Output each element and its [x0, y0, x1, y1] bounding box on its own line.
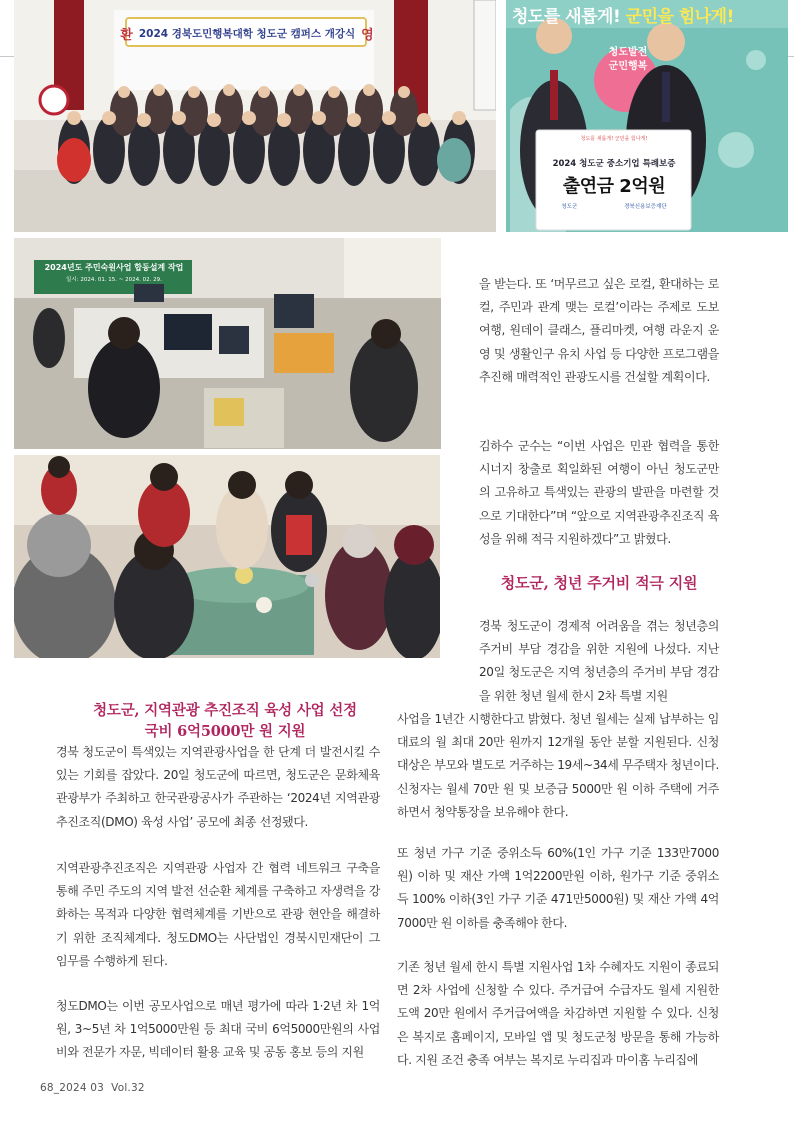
issue-date: _2024 03: [53, 1082, 105, 1094]
right-paragraph: 기존 청년 월세 한시 특별 지원사업 1차 수혜자도 지원이 종료되면 2차 사업에 신청할 수 있다. 주거급여 수급자도 월세 지원한도액 20만 원에서 주거급여액을 차감하면 지원할 수 있다. 신청은 복지로 홈페이지, 모바일 앱 및 청도군청 방문을 통해 가능하다. 지원 조건 충족 여부는 복지로 누리집과 마이홈 누리집에: [397, 960, 719, 1067]
sign-slogan-right: 군민을 힘나게!: [625, 7, 734, 27]
donation-photo: [506, 0, 788, 232]
sign-slogan-left: 청도를 새롭게!: [512, 7, 621, 27]
backdrop-line1: 청도발전: [608, 47, 648, 58]
backdrop-line2: 군민행복: [608, 61, 648, 72]
left-paragraph: 경북 청도군이 특색있는 지역관광사업을 한 단계 더 발전시킬 수 있는 기회를 잡았다. 20일 청도군에 따르면, 청도군은 문화체육관광부가 주최하고 한국관광공사가 주관하는 ‘2024년 지역관광 추진조직(DMO) 육성 사업’ 공모에 최종 선정됐다.: [56, 745, 380, 829]
left-article-heading: [40, 700, 410, 742]
office-banner: 2024년도 주민숙원사업 합동설계 작업: [44, 263, 184, 272]
left-paragraph: 지역관광추진조직은 지역관광 사업자 간 협력 네트워크 구축을 통해 주민 주도의 지역 발전 선순환 체계를 구축하고 자생력을 강화하는 목적과 다양한 협력체계를 기반으로 관광 현안을 해결하기 위한 조직체계다. 청도DMO는 사단법인 경북시민재단이 그 임무를 수행하게 된다.: [56, 861, 380, 968]
ceremony-banner: 2024 경북도민행복대학 청도군 캠퍼스 개강식: [138, 27, 356, 40]
left-heading-line2: 국비 6억5000만 원 지원: [144, 723, 306, 740]
page-footer: [40, 1082, 145, 1094]
header-rule-left: [0, 56, 14, 57]
page-number: 68: [40, 1082, 54, 1094]
right-paragraph: 을 받는다. 또 ‘머무르고 싶은 로컬, 환대하는 로컬, 주민과 관계 맺는 로컬’이라는 주제로 도보여행, 원데이 클래스, 플리마켓, 여행 라운지 운영 및 생활인구 유치 사업 등 다양한 프로그램을 추진해 매력적인 관광도시를 건설할 계획이다.: [479, 277, 719, 384]
board-title: 2024 청도군 중소기업 특례보증: [552, 159, 676, 169]
board-logo-left: 청도군: [561, 204, 578, 210]
banner-right-char: 영: [361, 27, 374, 43]
office-photo: [14, 238, 441, 449]
office-banner-sub: 일시: 2024. 01. 15. ~ 2024. 02. 29.: [66, 277, 162, 283]
volume: Vol.32: [111, 1082, 145, 1094]
ceremony-photo: [14, 0, 496, 232]
right-paragraph: 또 청년 가구 기준 중위소득 60%(1인 가구 기준 133만7000원) 이하 및 재산 가액 1억2200만원 이하, 원가구 기준 중위소득 100% 이하(3인 가구 기준 471만5000원) 및 재산 가액 4억7000만 원 이하를 충족해야 한다.: [397, 846, 719, 930]
right-paragraph: 김하수 군수는 “이번 사업은 민관 협력을 통한 시너지 창출로 획일화된 여행이 아닌 청도군만의 고유하고 특색있는 관광의 발판을 마련할 것으로 기대한다”며 “앞으로 지역관광추진조직 육성을 위해 적극 지원하겠다”고 밝혔다.: [479, 439, 719, 546]
right-narrow-paragraph: 경북 청도군이 경제적 어려움을 겪는 청년층의 주거비 부담 경감을 위한 지원에 나섰다. 지난 20일 청도군은 지역 청년층의 주거비 부담 경감을 위한 청년 월세 한시 2차 특별 지원: [479, 619, 719, 703]
board-logo-right: 경북신용보증재단: [624, 204, 667, 210]
right-paragraph: 사업을 1년간 시행한다고 밝혔다. 청년 월세는 실제 납부하는 임대료의 월 최대 20만 원까지 12개월 동안 분할 지원된다. 신청 대상은 부모와 별도로 거주하는 19세~34세 무주택자 청년이다. 신청자는 월세 70만 원 및 보증금 5000만 원 이하 주택에 거주하면서 청약통장을 보유해야 한다.: [397, 712, 719, 819]
left-paragraph: 청도DMO는 이번 공모사업으로 매년 평가에 따라 1·2년 차 1억 원, 3~5년 차 1억5000만원 등 최대 국비 6억5000만원의 사업비와 전문가 자문, 빅데이터 활용 교육 및 공동 홍보 등의 지원: [56, 999, 380, 1060]
left-heading-line1: 청도군, 지역관광 추진조직 육성 사업 선정: [93, 702, 357, 719]
banner-left-char: 환: [120, 27, 133, 43]
board-amount: 출연금 2억원: [562, 176, 666, 197]
meal-photo: [14, 455, 440, 658]
right-article-heading: 청도군, 청년 주거비 적극 지원: [500, 574, 698, 592]
board-small-text: 청도를 새롭게! 군민을 힘나게!: [580, 136, 648, 142]
